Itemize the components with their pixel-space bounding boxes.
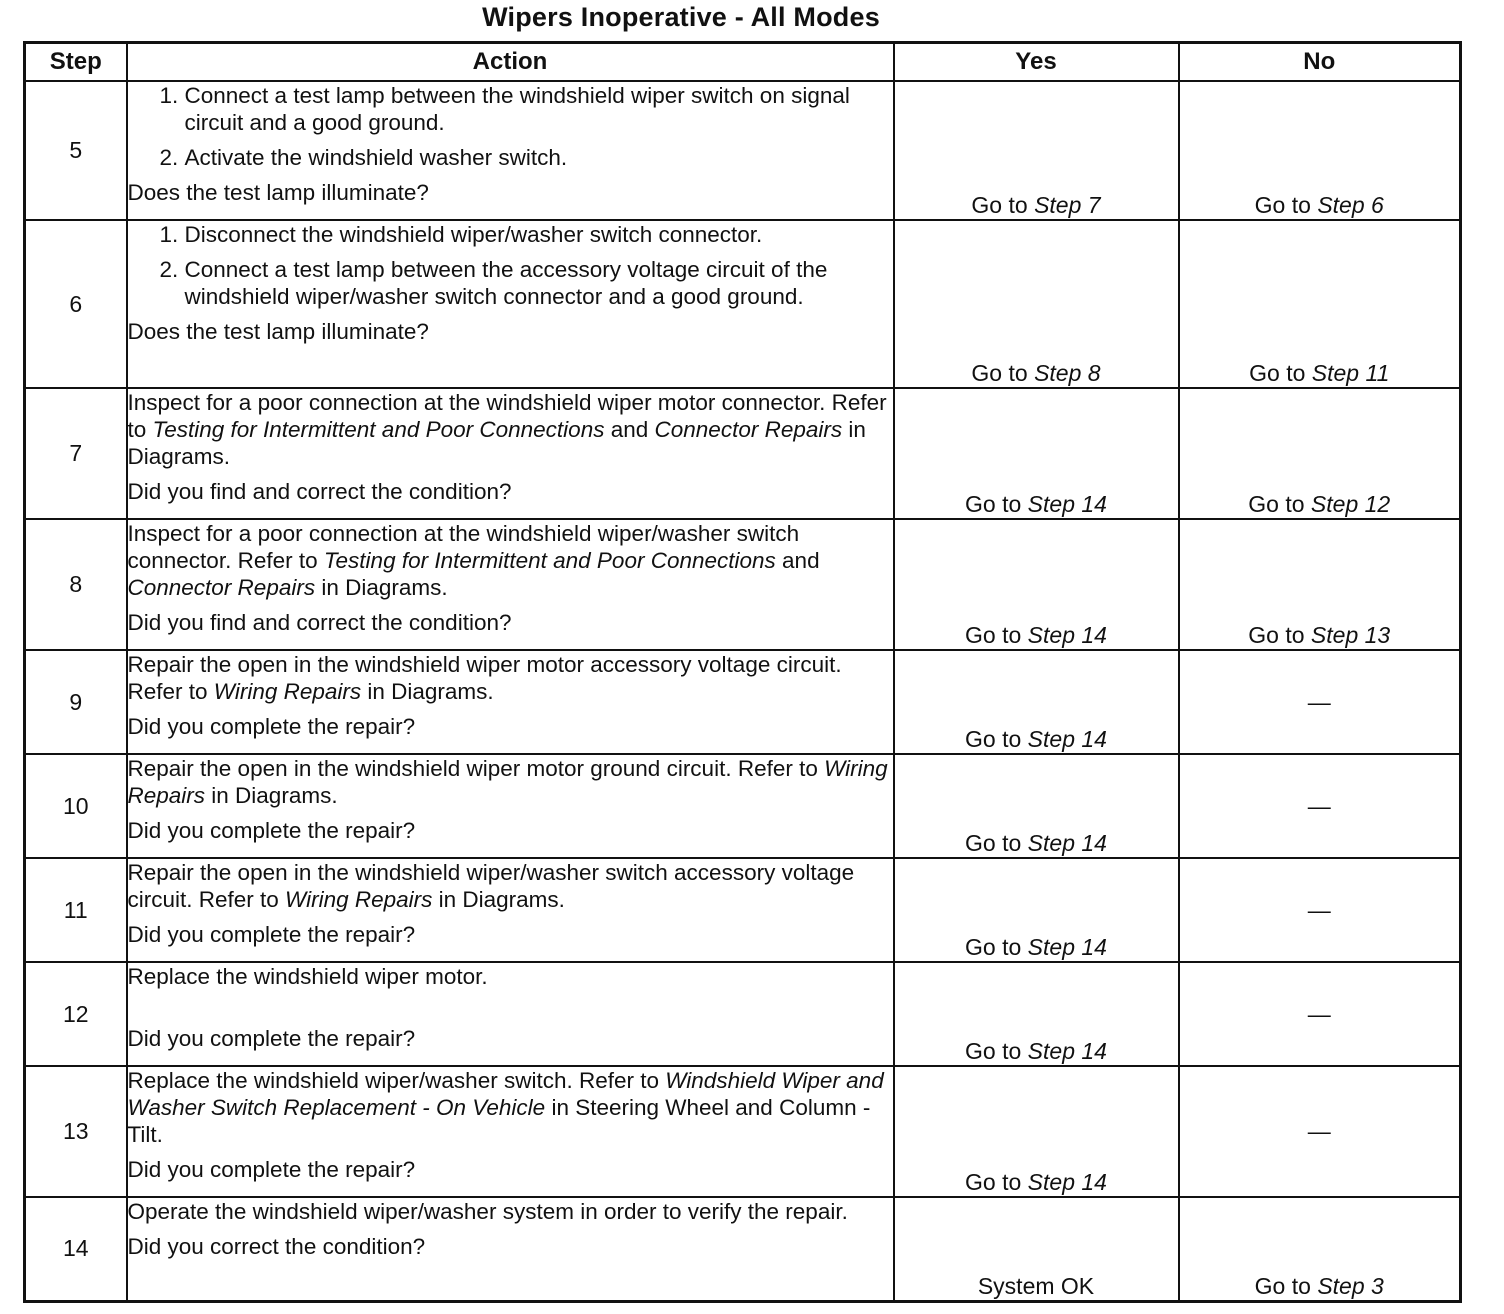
yes-cell [894,1066,1179,1197]
question: Did you complete the repair? [127,1157,416,1182]
table-row [25,754,1461,858]
step-link: Step 12 [1310,491,1391,517]
action-text: Replace the windshield wiper/washer switch. Refer to Windshield Wiper and Washer Switch Replacement - On Vehicle in Steering Wheel and Column - Tilt. [127,1068,884,1147]
goto-label: Go to [1254,192,1311,218]
question: Did you complete the repair? [127,1026,416,1051]
question: Does the test lamp illuminate? [127,180,429,205]
doc-reference: Wiring Repairs [285,887,433,912]
header-row [25,43,1461,82]
doc-reference: Connector Repairs [127,575,316,600]
list-item: 1. Connect a test lamp between the windshield wiper switch on signal circuit and a good ground. [185,82,893,136]
table-row [25,1066,1461,1197]
step-number: 5 [25,81,127,220]
yes-cell [894,220,1179,388]
goto-label: Go to [965,1038,1022,1064]
action-text: Operate the windshield wiper/washer system in order to verify the repair. [127,1199,848,1224]
action-cell [127,81,894,220]
action-text: Repair the open in the windshield wiper motor accessory voltage circuit. Refer to Wiring Repairs in Diagrams. [127,652,842,704]
yes-cell [894,388,1179,519]
table-row [25,962,1461,1066]
step-link: Step 13 [1310,622,1391,648]
goto-label: Go to [965,622,1022,648]
doc-reference: Testing for Intermittent and Poor Connections [323,548,776,573]
action-text: Replace the windshield wiper motor. [127,964,488,989]
no-cell [1179,1197,1461,1301]
goto-label: Go to [1248,622,1305,648]
step-link: Step 7 [1034,192,1101,218]
step-link: Step 14 [1027,934,1107,960]
step-link: Step 14 [1027,1038,1107,1064]
action-cell [127,519,894,650]
goto-label: Go to [1249,360,1306,386]
step-number: 8 [25,519,127,650]
table-row [25,388,1461,519]
action-cell [127,858,894,962]
step-number: 6 [25,220,127,388]
doc-reference: Windshield Wiper and Washer Switch Replacement - On Vehicle [127,1068,884,1120]
action-text: Inspect for a poor connection at the windshield wiper motor connector. Refer to Testing for Intermittent and Poor Connections and Connector Repairs in Diagrams. [127,390,887,469]
question: Did you find and correct the condition? [127,610,512,635]
doc-reference: Wiring Repairs [127,756,888,808]
goto-label: Go to [971,360,1028,386]
no-cell: — [1179,754,1461,858]
step-link: Step 14 [1027,830,1107,856]
no-cell: — [1179,962,1461,1066]
step-link: Step 14 [1027,491,1107,517]
no-cell: — [1179,1066,1461,1197]
yes-cell: System OK [894,1197,1179,1301]
no-cell: — [1179,858,1461,962]
doc-reference: Connector Repairs [654,417,843,442]
yes-cell [894,81,1179,220]
step-link: Step 3 [1317,1272,1384,1299]
question: Did you find and correct the condition? [127,479,512,504]
goto-label: Go to [971,192,1028,218]
action-cell [127,1066,894,1197]
list-item: 1. Disconnect the windshield wiper/washer switch connector. [185,221,893,248]
step-link: Step 11 [1311,360,1390,386]
action-text: Repair the open in the windshield wiper/washer switch accessory voltage circuit. Refer to Wiring Repairs in Diagrams. [127,860,855,912]
question: Did you complete the repair? [127,714,416,739]
action-cell [127,962,894,1066]
table-row [25,858,1461,962]
action-text: Inspect for a poor connection at the windshield wiper/washer switch connector. Refer to Testing for Intermittent and Poor Connections and Connector Repairs in Diagrams. [127,521,820,600]
question: Did you complete the repair? [127,922,416,947]
step-number: 10 [25,754,127,858]
header-step: Step [25,43,127,82]
table-row [25,220,1461,388]
goto-label: Go to [965,830,1022,856]
question: Did you complete the repair? [127,818,416,843]
table-row [25,81,1461,220]
step-link: Step 6 [1317,192,1384,218]
step-link: Step 14 [1027,1169,1107,1195]
no-cell: — [1179,650,1461,754]
question: Does the test lamp illuminate? [127,319,429,344]
yes-cell [894,519,1179,650]
goto-label: Go to [965,934,1022,960]
table-row [25,1197,1461,1301]
diagnostic-table [23,41,1462,1303]
no-cell [1179,81,1461,220]
action-cell [127,220,894,388]
goto-label: Go to [1248,491,1305,517]
no-cell [1179,519,1461,650]
doc-reference: Testing for Intermittent and Poor Connections [152,417,605,442]
doc-reference: Wiring Repairs [213,679,362,704]
list-item: 2. Activate the windshield washer switch. [185,144,893,171]
step-link: Step 8 [1034,360,1101,386]
action-cell [127,754,894,858]
yes-cell [894,858,1179,962]
goto-label: Go to [965,1169,1022,1195]
header-no: No [1179,43,1461,82]
list-item: 2. Connect a test lamp between the accessory voltage circuit of the windshield wiper/washer switch connector and a good ground. [185,256,893,310]
page-title: Wipers Inoperative - All Modes [482,2,880,32]
step-number: 11 [25,858,127,962]
header-action: Action [127,43,894,82]
action-list [128,82,893,171]
step-number: 12 [25,962,127,1066]
action-text: Repair the open in the windshield wiper motor ground circuit. Refer to Wiring Repairs in Diagrams. [127,756,888,808]
action-cell [127,650,894,754]
goto-label: Go to [965,491,1022,517]
action-list [128,221,893,310]
step-number: 13 [25,1066,127,1197]
header-yes: Yes [894,43,1179,82]
no-cell [1179,220,1461,388]
question: Did you correct the condition? [127,1234,426,1259]
goto-label: Go to [965,726,1022,752]
step-number: 7 [25,388,127,519]
table-row [25,650,1461,754]
action-cell [127,1197,894,1301]
no-cell [1179,388,1461,519]
table-row [25,519,1461,650]
step-number: 14 [25,1197,127,1301]
yes-cell [894,754,1179,858]
yes-cell [894,650,1179,754]
goto-label: Go to [1254,1272,1311,1299]
action-cell [127,388,894,519]
step-link: Step 14 [1027,726,1107,752]
yes-cell [894,962,1179,1066]
step-number: 9 [25,650,127,754]
step-link: Step 14 [1027,622,1107,648]
